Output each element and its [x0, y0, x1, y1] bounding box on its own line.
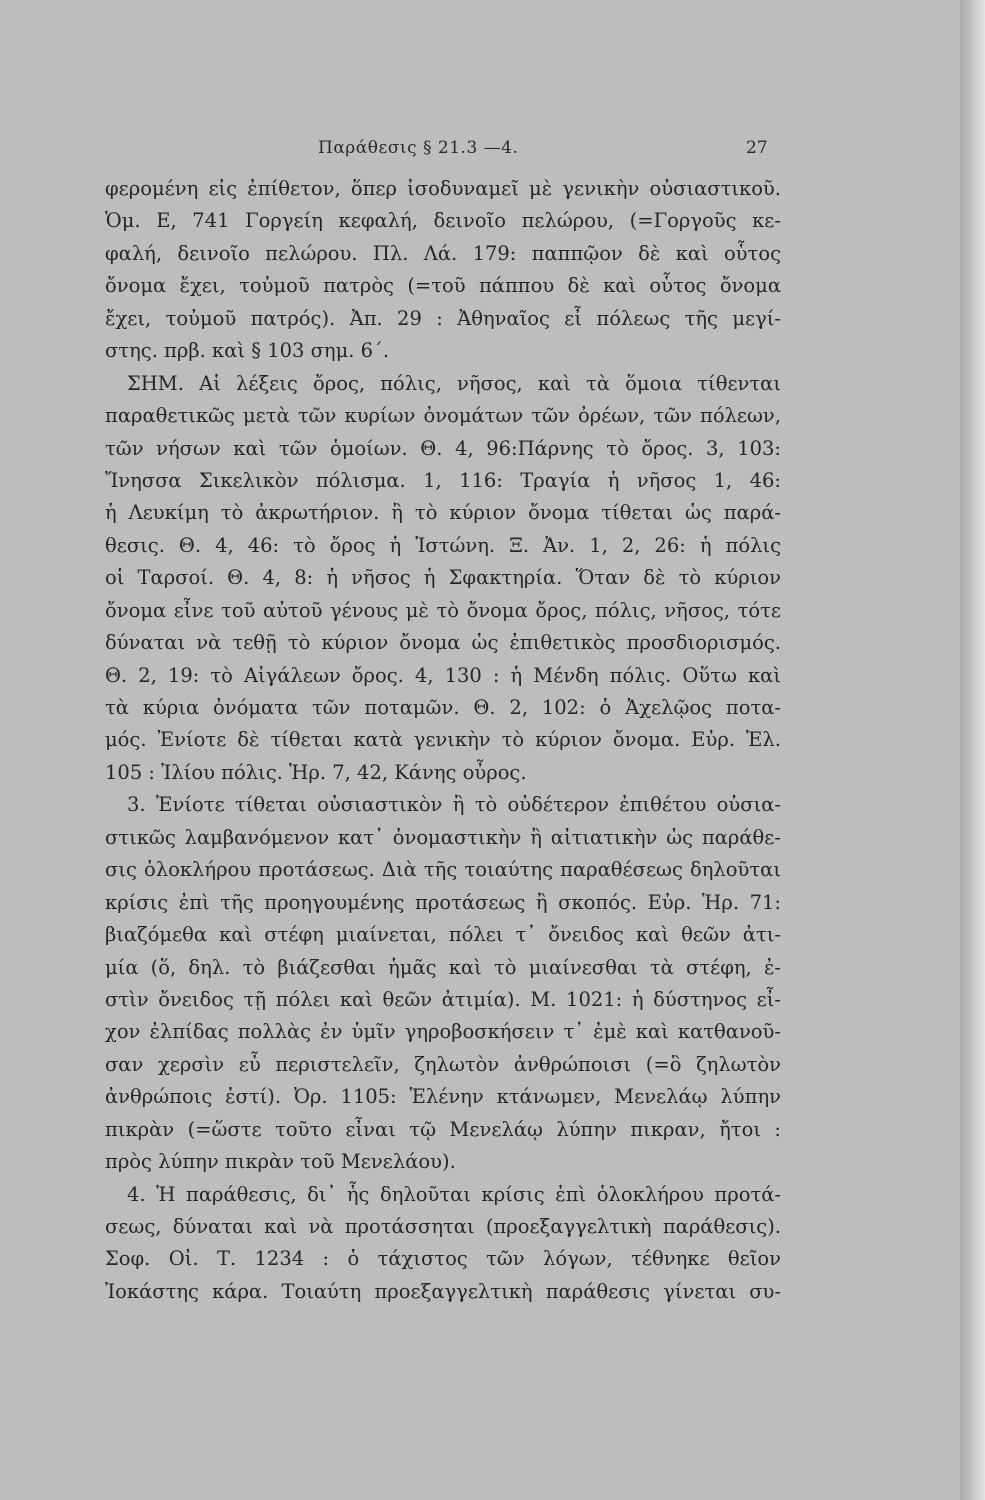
text-line: φερομένη εἰς ἐπίθετον, ὅπερ ἰσοδυναμεῖ μὲ γενικὴν οὐσιαστικοῦ.: [105, 177, 781, 200]
page-number: 27: [746, 138, 768, 158]
text-line: βιαζόμεθα καὶ στέφη μιαίνεται, πόλει τ᾽ ὄνειδος καὶ θεῶν ἀτι-: [105, 923, 781, 947]
text-line: ἡ Λευκίμη τὸ ἀκρωτήριον. ἢ τὸ κύριον ὄνομα τίθεται ὡς παρά-: [105, 501, 781, 525]
text-line: οἱ Ταρσοί. Θ. 4, 8: ἡ νῆσος ἡ Σφακτηρία. Ὅταν δὲ τὸ κύριον: [105, 566, 781, 590]
text-line: 3. Ἐνίοτε τίθεται οὐσιαστικὸν ἢ τὸ οὐδέτερον ἐπιθέτου οὐσια-: [127, 793, 781, 817]
text-line: Ἰοκάστης κάρα. Τοιαύτη προεξαγγελτικὴ παράθεσις γίνεται συ-: [105, 1279, 781, 1303]
page-edge: [960, 0, 985, 1500]
text-line: ἔχει, τοὐμοῦ πατρός). Ἀπ. 29 : Ἀθηναῖος εἶ πόλεως τῆς μεγί-: [105, 306, 781, 330]
text-line: ΣΗΜ. Αἱ λέξεις ὄρος, πόλις, νῆσος, καὶ τὰ ὅμοια τίθενται: [127, 371, 781, 395]
text-line: τῶν νήσων καὶ τῶν ὁμοίων. Θ. 4, 96:Πάρνης τὸ ὄρος. 3, 103:: [105, 436, 781, 460]
text-line: σεως, δύναται καὶ νὰ προτάσσηται (προεξαγγελτικὴ παράθεσις).: [105, 1215, 781, 1238]
text-line: πρὸς λύπην πικρὰν τοῦ Μενελάου).: [105, 1150, 456, 1174]
text-line: θεσις. Θ. 4, 46: τὸ ὄρος ἡ Ἰστώνη. Ξ. Ἀν. 1, 2, 26: ἡ πόλις: [105, 533, 781, 557]
text-line: στης. πρβ. καὶ § 103 σημ. 6΄.: [105, 339, 390, 363]
text-line: Σοφ. Οἰ. Τ. 1234 : ὁ τάχιστος τῶν λόγων, τέθνηκε θεῖον: [105, 1247, 781, 1271]
body-text: [105, 173, 781, 1308]
text-line: δύναται νὰ τεθῇ τὸ κύριον ὄνομα ὡς ἐπιθετικὸς προσδιορισμός.: [105, 631, 781, 655]
text-line: κρίσις ἐπὶ τῆς προηγουμένης προτάσεως ἢ σκοπός. Εὐρ. Ἡρ. 71:: [105, 890, 781, 914]
text-line: παραθετικῶς μετὰ τῶν κυρίων ὀνομάτων τῶν ὀρέων, τῶν πόλεων,: [105, 404, 781, 428]
text-line: στὶν ὄνειδος τῇ πόλει καὶ θεῶν ἀτιμία). Μ. 1021: ἡ δύστηνος εἶ-: [105, 987, 781, 1011]
text-line: ὄνομα εἶνε τοῦ αὐτοῦ γένους μὲ τὸ ὄνομα ὄρος, πόλις, νῆσος, τότε: [105, 598, 781, 622]
text-line: Ἴνησσα Σικελικὸν πόλισμα. 1, 116: Τραγία ἡ νῆσος 1, 46:: [105, 468, 781, 492]
text-line: ὄνομα ἔχει, τοὐμοῦ πατρὸς (=τοῦ πάππου δὲ καὶ οὗτος ὄνομα: [105, 274, 781, 298]
text-line: μός. Ἐνίοτε δὲ τίθεται κατὰ γενικὴν τὸ κύριον ὄνομα. Εὐρ. Ἑλ.: [105, 728, 781, 752]
text-line: 105 : Ἰλίου πόλις. Ἡρ. 7, 42, Κάνης οὖρος.: [105, 760, 527, 784]
text-line: 4. Ἡ παράθεσις, δι᾽ ἧς δηλοῦται κρίσις ἐπὶ ὁλοκλήρου προτά-: [127, 1182, 781, 1206]
running-head-title: Παράθεσις § 21.3 —4.: [318, 138, 519, 158]
text-line: φαλή, δεινοῖο πελώρου. Πλ. Λά. 179: παππῷον δὲ καὶ οὗτος: [105, 241, 781, 265]
text-line: σις ὁλοκλήρου προτάσεως. Διὰ τῆς τοιαύτης παραθέσεως δηλοῦται: [105, 858, 781, 882]
text-line: Ὁμ. Ε, 741 Γοργείη κεφαλή, δεινοῖο πελώρου, (=Γοργοῦς κε-: [105, 209, 781, 233]
text-line: Θ. 2, 19: τὸ Αἰγάλεων ὄρος. 4, 130 : ἡ Μένδη πόλις. Οὕτω καὶ: [105, 663, 781, 687]
text-line: τὰ κύρια ὀνόματα τῶν ποταμῶν. Θ. 2, 102: ὁ Ἀχελῷος ποτα-: [105, 696, 781, 719]
text-line: πικρὰν (=ὥστε τοῦτο εἶναι τῷ Μενελάῳ λύπην πικραν, ἤτοι :: [105, 1117, 781, 1141]
text-line: ἀνθρώποις ἐστί). Ὀρ. 1105: Ἑλένην κτάνωμεν, Μενελάῳ λύπην: [105, 1085, 781, 1109]
text-line: σαν χερσὶν εὖ περιστελεῖν, ζηλωτὸν ἀνθρώποισι (=ὃ ζηλωτὸν: [105, 1052, 781, 1076]
text-line: μία (ὅ, δηλ. τὸ βιάζεσθαι ἡμᾶς καὶ τὸ μιαίνεσθαι τὰ στέφη, ἐ-: [105, 955, 781, 979]
text-line: στικῶς λαμβανόμενον κατ᾽ ὀνομαστικὴν ἢ αἰτιατικὴν ὡς παράθε-: [105, 825, 781, 849]
running-head: [0, 138, 962, 168]
text-line: χον ἐλπίδας πολλὰς ἐν ὑμῖν γηροβοσκήσειν τ᾽ ἐμὲ καὶ κατθανοῦ-: [105, 1020, 781, 1044]
